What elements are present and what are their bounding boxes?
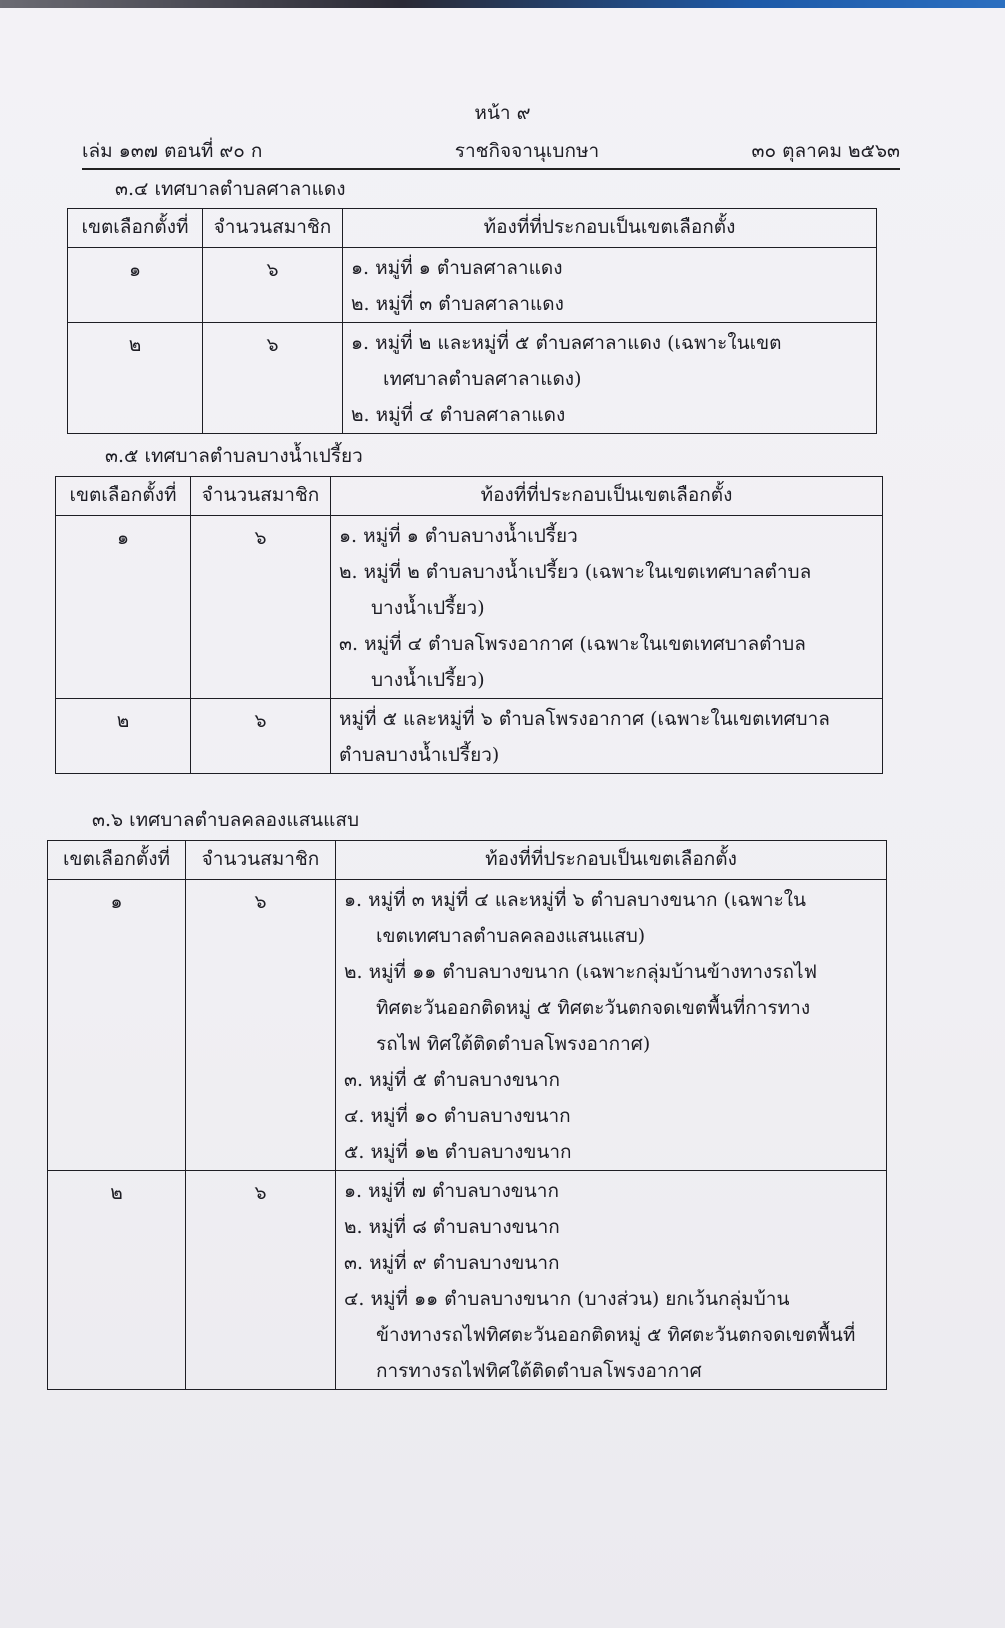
area-line: ๑. หมู่ที่ ๑ ตำบลบางน้ำเปรี้ยว — [339, 525, 578, 547]
header-district: เขตเลือกตั้งที่ — [68, 209, 203, 248]
area-line: ๒. หมู่ที่ ๒ ตำบลบางน้ำเปรี้ยว (เฉพาะในเขตเทศบาลตำบล — [339, 561, 812, 583]
area-line: ๔. หมู่ที่ ๑๑ ตำบลบางขนาก (บางส่วน) ยกเว้นกลุ่มบ้าน — [344, 1288, 790, 1310]
area-line: เขตเทศบาลตำบลคลองแสนแสบ) — [376, 925, 646, 947]
member-count: ๖ — [191, 699, 331, 774]
header-members: จำนวนสมาชิก — [191, 477, 331, 516]
area-description — [331, 516, 883, 699]
header-areas: ท้องที่ที่ประกอบเป็นเขตเลือกตั้ง — [343, 209, 877, 248]
area-line: ๓. หมู่ที่ ๔ ตำบลโพรงอากาศ (เฉพาะในเขตเทศบาลตำบล — [339, 633, 806, 655]
area-line: บางน้ำเปรี้ยว) — [371, 597, 485, 619]
volume-info: เล่ม ๑๓๗ ตอนที่ ๙๐ ก — [82, 140, 263, 162]
area-line: ๓. หมู่ที่ ๕ ตำบลบางขนาก — [344, 1069, 560, 1091]
section-title-3-5: ๓.๕ เทศบาลตำบลบางน้ำเปรี้ยว — [105, 445, 363, 467]
area-line: การทางรถไฟทิศใต้ติดตำบลโพรงอากาศ — [376, 1360, 702, 1382]
publication-name: ราชกิจจานุเบกษา — [454, 140, 600, 162]
header-divider — [82, 168, 900, 170]
publication-date: ๓๐ ตุลาคม ๒๕๖๓ — [751, 140, 900, 162]
table-row — [68, 323, 877, 434]
header-areas: ท้องที่ที่ประกอบเป็นเขตเลือกตั้ง — [331, 477, 883, 516]
table-header-row — [56, 477, 883, 516]
area-line: รถไฟ ทิศใต้ติดตำบลโพรงอากาศ) — [376, 1033, 651, 1055]
member-count: ๖ — [186, 880, 336, 1171]
area-description — [331, 699, 883, 774]
area-line: ๕. หมู่ที่ ๑๒ ตำบลบางขนาก — [344, 1141, 572, 1163]
top-edge-strip — [0, 0, 1005, 8]
district-table-3-6 — [47, 840, 887, 1390]
area-line: ๑. หมู่ที่ ๒ และหมู่ที่ ๕ ตำบลศาลาแดง (เฉพาะในเขต — [351, 332, 782, 354]
area-line: บางน้ำเปรี้ยว) — [371, 669, 485, 691]
district-number: ๒ — [68, 323, 203, 434]
gazette-header — [82, 136, 900, 166]
district-table-3-5 — [55, 476, 883, 774]
area-line: ๔. หมู่ที่ ๑๐ ตำบลบางขนาก — [344, 1105, 571, 1127]
area-line: ๒. หมู่ที่ ๘ ตำบลบางขนาก — [344, 1216, 560, 1238]
table-row — [68, 248, 877, 323]
area-line: ข้างทางรถไฟทิศตะวันออกติดหมู่ ๕ ทิศตะวันตกจดเขตพื้นที่ — [376, 1324, 856, 1346]
member-count: ๖ — [186, 1171, 336, 1390]
table-row — [48, 880, 887, 1171]
section-title-3-4: ๓.๔ เทศบาลตำบลศาลาแดง — [115, 178, 346, 200]
district-number: ๒ — [48, 1171, 186, 1390]
area-line: ๓. หมู่ที่ ๙ ตำบลบางขนาก — [344, 1252, 560, 1274]
header-district: เขตเลือกตั้งที่ — [48, 841, 186, 880]
page-number: หน้า ๙ — [474, 102, 531, 124]
header-district: เขตเลือกตั้งที่ — [56, 477, 191, 516]
table-header-row — [48, 841, 887, 880]
area-description — [336, 880, 887, 1171]
header-members: จำนวนสมาชิก — [186, 841, 336, 880]
area-line: ๑. หมู่ที่ ๓ หมู่ที่ ๔ และหมู่ที่ ๖ ตำบลบางขนาก (เฉพาะใน — [344, 889, 807, 911]
district-table-3-4 — [67, 208, 877, 434]
area-line: ทิศตะวันออกติดหมู่ ๕ ทิศตะวันตกจดเขตพื้นที่การทาง — [376, 997, 811, 1019]
area-line: ตำบลบางน้ำเปรี้ยว) — [339, 744, 500, 766]
district-number: ๑ — [56, 516, 191, 699]
member-count: ๖ — [203, 248, 343, 323]
area-line: ๒. หมู่ที่ ๔ ตำบลศาลาแดง — [351, 404, 566, 426]
member-count: ๖ — [191, 516, 331, 699]
area-line: หมู่ที่ ๕ และหมู่ที่ ๖ ตำบลโพรงอากาศ (เฉพาะในเขตเทศบาล — [339, 708, 830, 730]
section-title-3-6: ๓.๖ เทศบาลตำบลคลองแสนแสบ — [92, 809, 360, 831]
table-row — [48, 1171, 887, 1390]
table-row — [56, 699, 883, 774]
table-header-row — [68, 209, 877, 248]
area-line: ๑. หมู่ที่ ๑ ตำบลศาลาแดง — [351, 257, 563, 279]
area-description — [343, 248, 877, 323]
member-count: ๖ — [203, 323, 343, 434]
table-row — [56, 516, 883, 699]
area-description — [343, 323, 877, 434]
area-line: ๑. หมู่ที่ ๗ ตำบลบางขนาก — [344, 1180, 559, 1202]
header-members: จำนวนสมาชิก — [203, 209, 343, 248]
area-line: เทศบาลตำบลศาลาแดง) — [383, 368, 582, 390]
area-line: ๒. หมู่ที่ ๑๑ ตำบลบางขนาก (เฉพาะกลุ่มบ้านข้างทางรถไฟ — [344, 961, 818, 983]
area-line: ๒. หมู่ที่ ๓ ตำบลศาลาแดง — [351, 293, 564, 315]
district-number: ๑ — [68, 248, 203, 323]
district-number: ๑ — [48, 880, 186, 1171]
district-number: ๒ — [56, 699, 191, 774]
document-page — [0, 8, 1005, 1628]
area-description — [336, 1171, 887, 1390]
header-areas: ท้องที่ที่ประกอบเป็นเขตเลือกตั้ง — [336, 841, 887, 880]
